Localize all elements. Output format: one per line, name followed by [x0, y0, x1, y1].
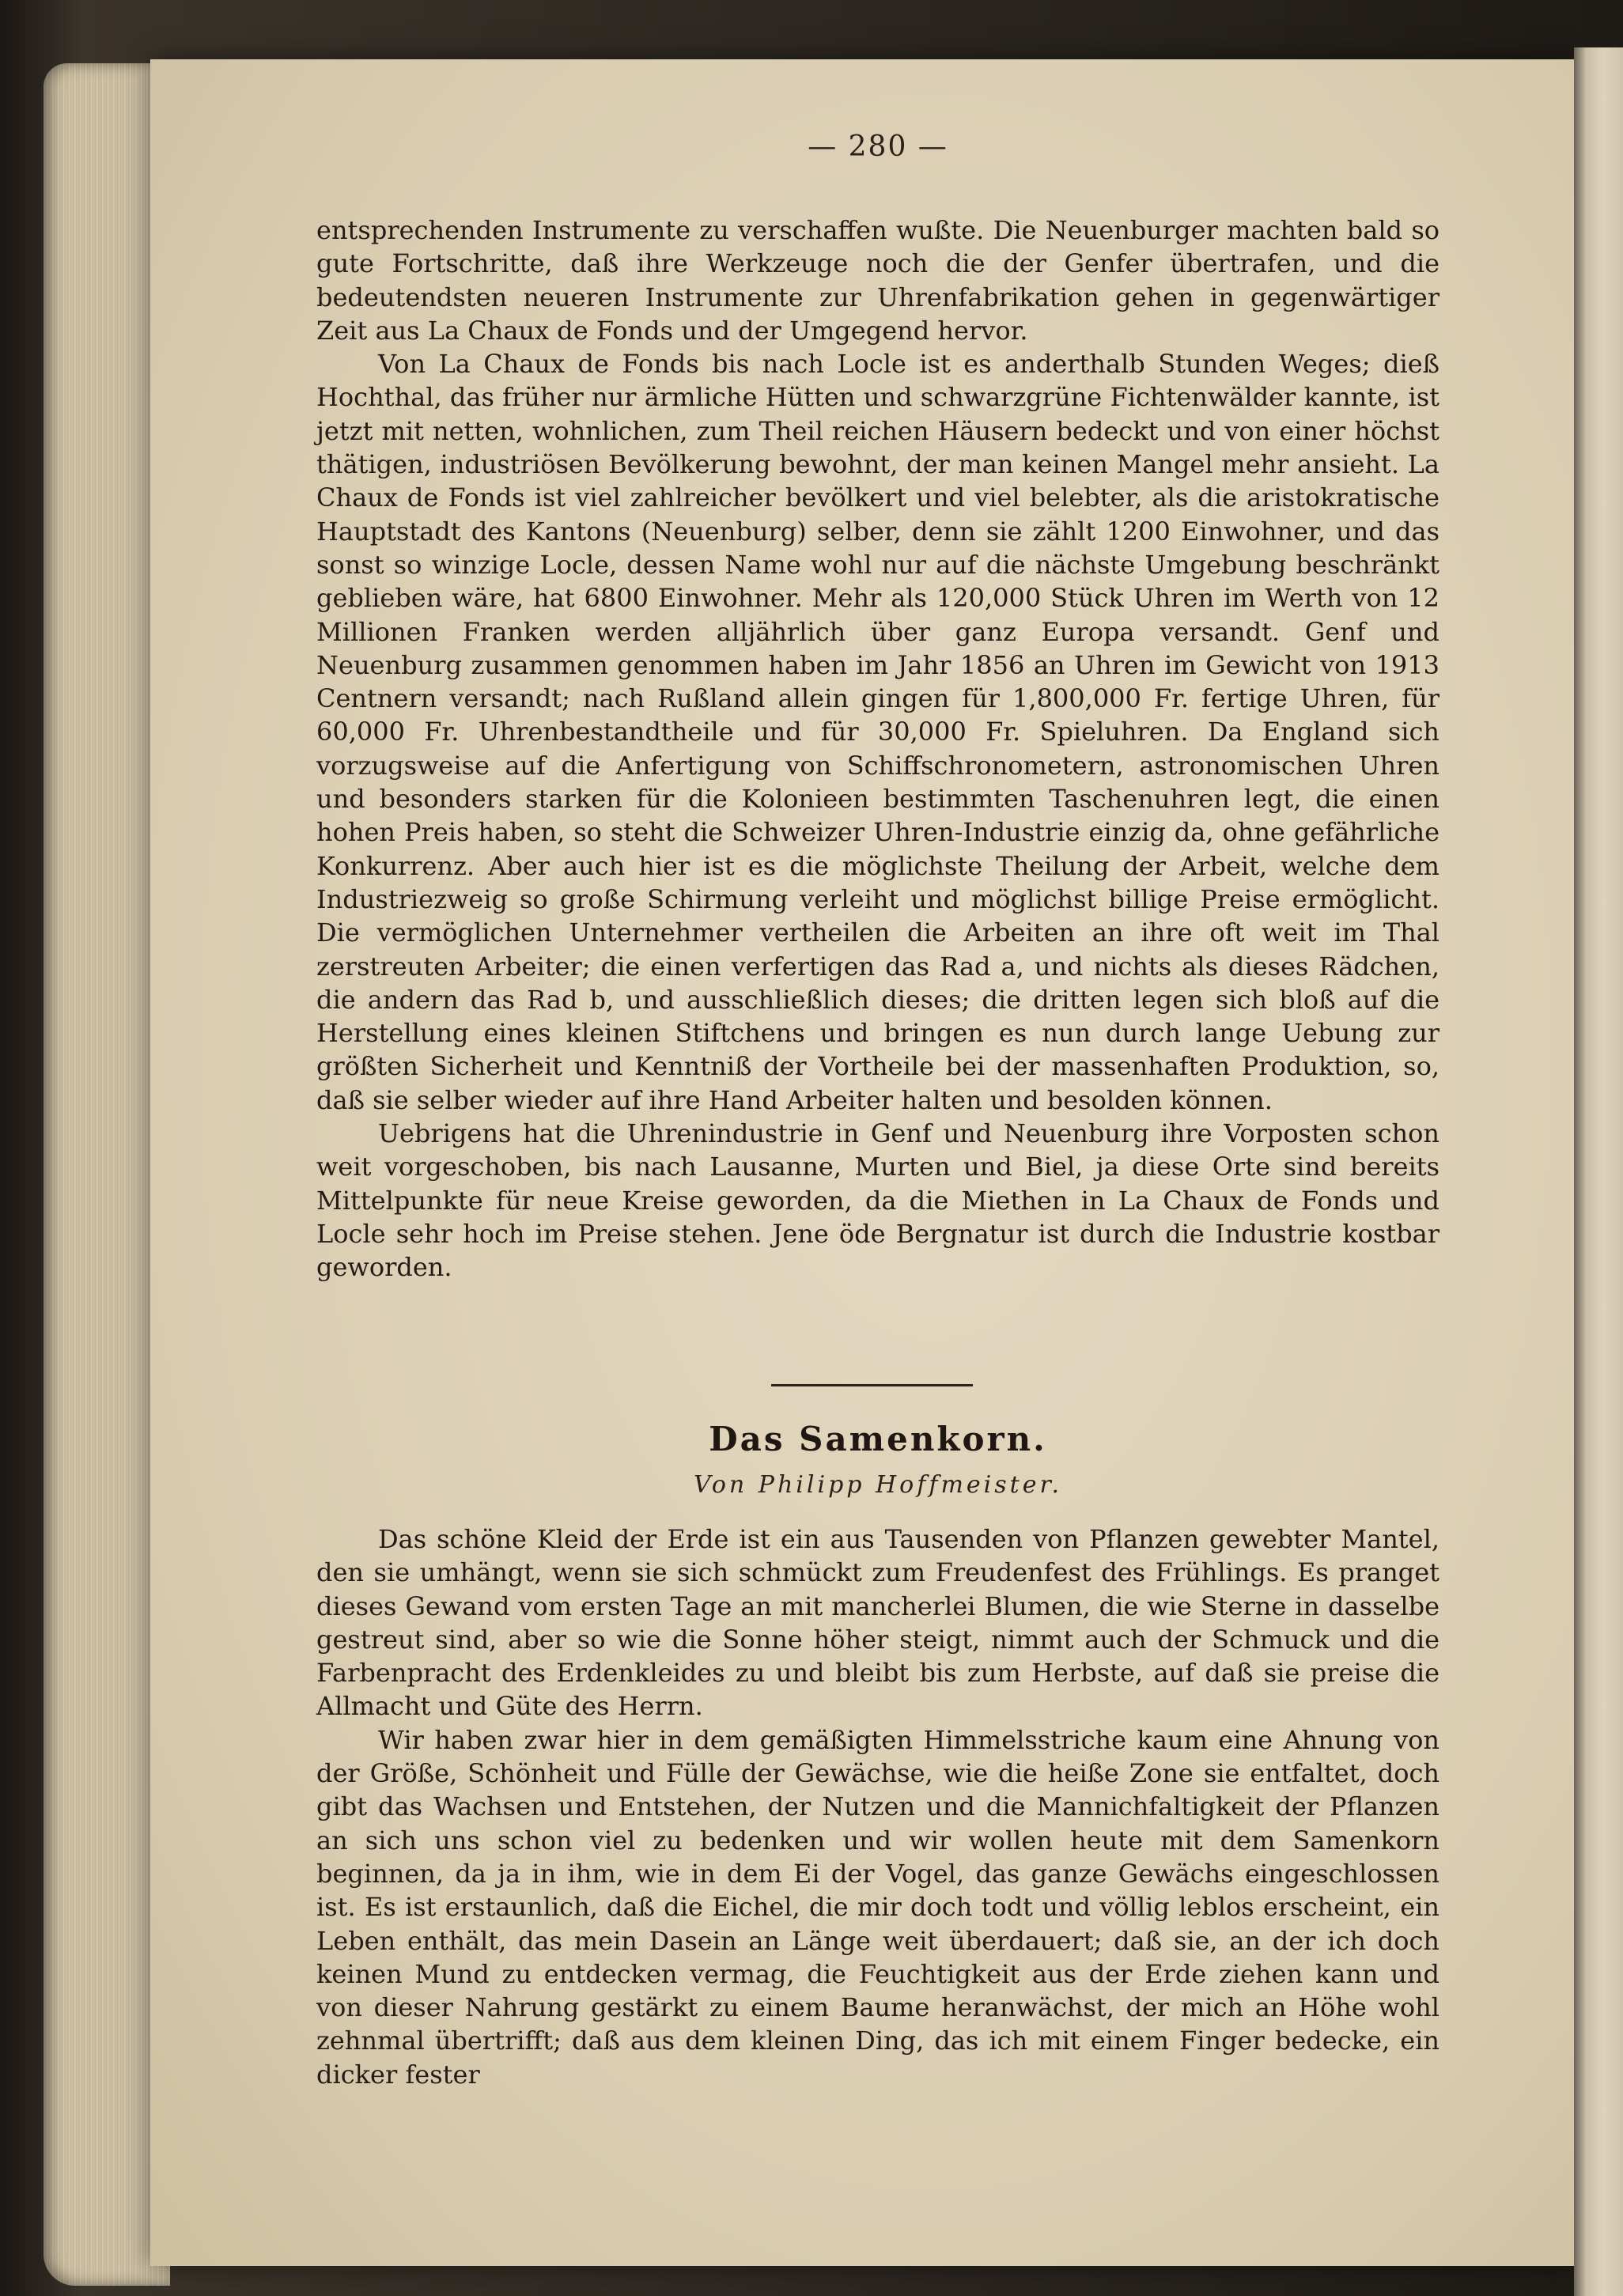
paragraph: entsprechenden Instrumente zu verschaffen wußte. Die Neuenburger machten bald so gute Fortschritte, daß ihre Werkzeuge noch die der Genfer übertrafen, und die bedeutendsten neueren Instrumente zur Uhrenfabrikation gehen in gegenwärtiger Zeit aus La Chaux de Fonds und der Umgegend hervor. [316, 215, 1440, 346]
next-page-edge [1574, 47, 1623, 2296]
section-divider [771, 1384, 973, 1386]
page-number: — 280 — [808, 130, 948, 163]
article-continuation [316, 214, 1440, 1284]
paragraph: Uebrigens hat die Uhrenindustrie in Genf und Neuenburg ihre Vorposten schon weit vorgeschoben, bis nach Lausanne, Murten und Biel, ja diese Orte sind bereits Mittelpunkte für neue Kreise geworden, da die Miethen in La Chaux de Fonds und Locle sehr hoch im Preise stehen. Jene öde Bergnatur ist durch die Industrie kostbar geworden. [316, 1118, 1440, 1283]
paragraph: Wir haben zwar hier in dem gemäßigten Himmelsstriche kaum eine Ahnung von der Größe, Schönheit und Fülle der Gewächse, wie die heiße Zone sie entfaltet, doch gibt das Wachsen und Entstehen, der Nutzen und die Mannichfaltigkeit der Pflanzen an sich uns schon viel zu bedenken und wir wollen heute mit dem Samenkorn beginnen, da ja in ihm, wie in dem Ei der Vogel, das ganze Gewächs eingeschlossen ist. Es ist erstaunlich, daß die Eichel, die mir doch todt und völlig leblos erscheint, ein Leben enthält, das mein Dasein an Länge weit überdauert; daß sie, an der ich doch keinen Mund zu entdecken vermag, die Feuchtigkeit aus der Erde ziehen kann und von dieser Nahrung gestärkt zu einem Baume heranwächst, der mich an Höhe wohl zehnmal übertrifft; daß aus dem kleinen Ding, das ich mit einem Finger bedecke, ein dicker fester [316, 1724, 1440, 2090]
article-body [316, 1522, 1440, 2091]
paragraph: Von La Chaux de Fonds bis nach Locle ist es anderthalb Stunden Weges; dieß Hochthal, das früher nur ärmliche Hütten und schwarzgrüne Fichtenwälder kannte, ist jetzt mit netten, wohnlichen, zum Theil reichen Häusern bedeckt und von einer höchst thätigen, industriösen Bevölkerung bewohnt, der man keinen Mangel mehr ansieht. La Chaux de Fonds ist viel zahlreicher bevölkert und viel belebter, als die aristokratische Hauptstadt des Kantons (Neuenburg) selber, denn sie zählt 1200 Einwohner, und das sonst so winzige Locle, dessen Name wohl nur auf die nächste Umgebung beschränkt geblieben wäre, hat 6800 Einwohner. Mehr als 120,000 Stück Uhren im Werth von 12 Millionen Franken werden alljährlich über ganz Europa versandt. Genf und Neuenburg zusammen genommen haben im Jahr 1856 an Uhren im Gewicht von 1913 Centnern versandt; nach Rußland allein gingen für 1,800,000 Fr. fertige Uhren, für 60,000 Fr. Uhrenbestandtheile und für 30,000 Fr. Spieluhren. Da England sich vorzugsweise auf die Anfertigung von Schiffschronometern, astronomischen Uhren und besonders starken für die Kolonieen bestimmten Taschenuhren legt, die einen hohen Preis haben, so steht die Schweizer Uhren-Industrie einzig da, ohne gefährliche Konkurrenz. Aber auch hier ist es die möglichste Theilung der Arbeit, welche dem Industriezweig so große Schirmung verleiht und möglichst billige Preise ermöglicht. Die vermöglichen Unternehmer vertheilen die Arbeiten an ihre oft weit im Thal zerstreuten Arbeiter; die einen verfertigen das Rad a, und nichts als dieses Rädchen, die andern das Rad b, und ausschließlich dieses; die dritten legen sich bloß auf die Herstellung eines kleinen Stiftchens und bringen es nun durch lange Uebung zur größten Sicherheit und Kenntniß der Vortheile bei der massenhaften Produktion, so, daß sie selber wieder auf ihre Hand Arbeiter halten und besolden können. [316, 349, 1440, 1115]
paragraph: Das schöne Kleid der Erde ist ein aus Tausenden von Pflanzen gewebter Mantel, den sie umhängt, wenn sie sich schmückt zum Freudenfest des Frühlings. Es pranget dieses Gewand vom ersten Tage an mit mancherlei Blumen, die wie Sterne in dasselbe gestreut sind, aber so wie die Sonne höher steigt, nimmt auch der Schmuck und die Farbenpracht des Erdenkleides zu und bleibt bis zum Herbste, auf daß sie preise die Allmacht und Güte des Herrn. [316, 1524, 1440, 1722]
section-title: Das Samenkorn. [709, 1420, 1047, 1458]
section-author: Von Philipp Hoffmeister. [693, 1471, 1063, 1499]
